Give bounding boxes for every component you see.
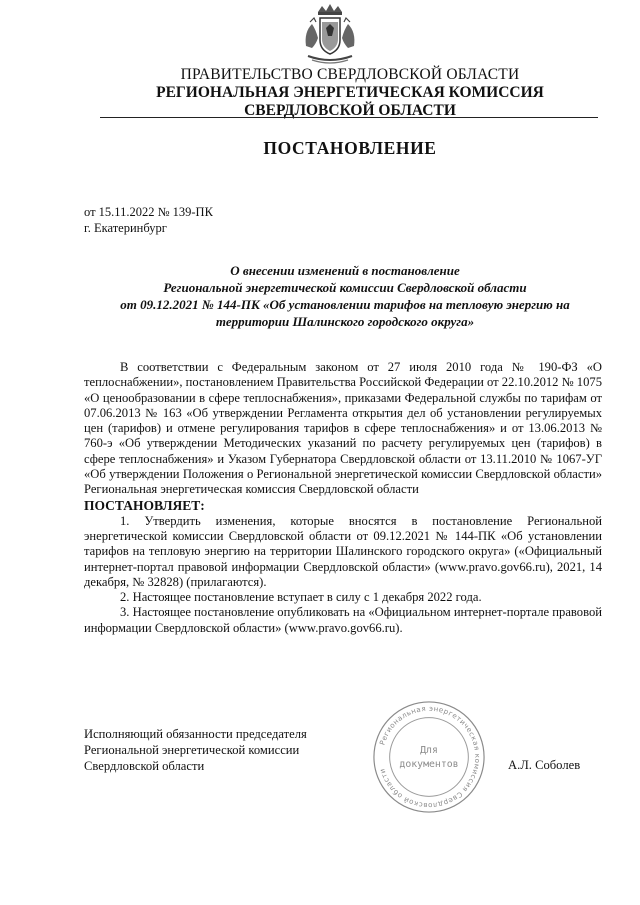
svg-text:Региональная энергетическая ко	[377, 704, 482, 811]
document-body	[84, 360, 602, 636]
signer-position: Свердловской области	[84, 759, 205, 773]
header-divider	[100, 117, 598, 118]
stamp-center-text: Для	[420, 745, 438, 757]
subject-line: территории Шалинского городского округа»	[215, 314, 475, 329]
stamp-ring-text: Региональная энергетическая комиссия Свердловской области	[377, 703, 483, 811]
commission-name: РЕГИОНАЛЬНАЯ ЭНЕРГЕТИЧЕСКАЯ КОМИССИЯ	[156, 84, 544, 101]
stamp-center-text: документов	[399, 758, 459, 770]
decree-item: 3. Настоящее постановление опубликовать на «Официальном интернет-портале правовой информации Свердловской области» (www.pravo.gov66.ru).	[84, 605, 602, 635]
signer-position: Исполняющий обязанности председателя	[84, 727, 307, 741]
document-subject	[92, 262, 598, 330]
preamble: В соответствии с Федеральным законом от 27 июля 2010 года № 190-ФЗ «О теплоснабжении», постановлением Правительства Российской Федерации от 22.10.2012 № 1075 «О ценообразовании в сфере теплоснабжения», приказами Федеральной службы по тарифам от 07.06.2013 № 163 «Об утверждении Регламента открытия дел об установлении регулируемых цен (тарифов) и отмене регулирования тарифов в сфере теплоснабжения» и от 13.06.2013 № 760-э «Об утверждении Методических указаний по расчету регулируемых цен (тарифов) в сфере теплоснабжения» и Указом Губернатора Свердловской области от 13.11.2010 № 1067-УГ «Об утверждении Положения о Региональной энергетической комиссии Свердловской области» Региональная энергетическая комиссия Свердловской области	[84, 360, 602, 497]
subject-line: Региональной энергетической комиссии Свердловской области	[163, 280, 527, 295]
signer-position: Региональной энергетической комиссии	[84, 743, 300, 757]
signer-block	[84, 726, 307, 774]
document-header	[100, 66, 600, 120]
official-stamp	[370, 698, 488, 816]
subject-line: от 09.12.2021 № 144-ПК «Об установлении тарифов на тепловую энергию на	[120, 297, 570, 312]
document-meta	[84, 204, 213, 236]
region-name: СВЕРДЛОВСКОЙ ОБЛАСТИ	[244, 102, 456, 119]
date-number: от 15.11.2022 № 139-ПК	[84, 205, 213, 219]
coat-of-arms-icon	[300, 2, 360, 66]
decree-heading: ПОСТАНОВЛЯЕТ:	[84, 497, 205, 513]
city: г. Екатеринбург	[84, 221, 167, 235]
document-title: ПОСТАНОВЛЕНИЕ	[263, 138, 437, 158]
decree-item: 2. Настоящее постановление вступает в силу с 1 декабря 2022 года.	[120, 590, 482, 605]
government-name: ПРАВИТЕЛЬСТВО СВЕРДЛОВСКОЙ ОБЛАСТИ	[180, 66, 520, 83]
decree-item: 1. Утвердить изменения, которые вносятся в постановление Региональной энергетической комиссии Свердловской области от 09.12.2021 № 144-ПК «Об установлении тарифов на тепловую энергию на территории Шалинского городского округа» («Официальный интернет-портал правовой информации Свердловской области» (www.pravo.gov66.ru), 2021, 14 декабря, № 32828) (прилагаются).	[84, 513, 602, 589]
subject-line: О внесении изменений в постановление	[230, 263, 460, 278]
signer-name: А.Л. Соболев	[508, 758, 581, 772]
